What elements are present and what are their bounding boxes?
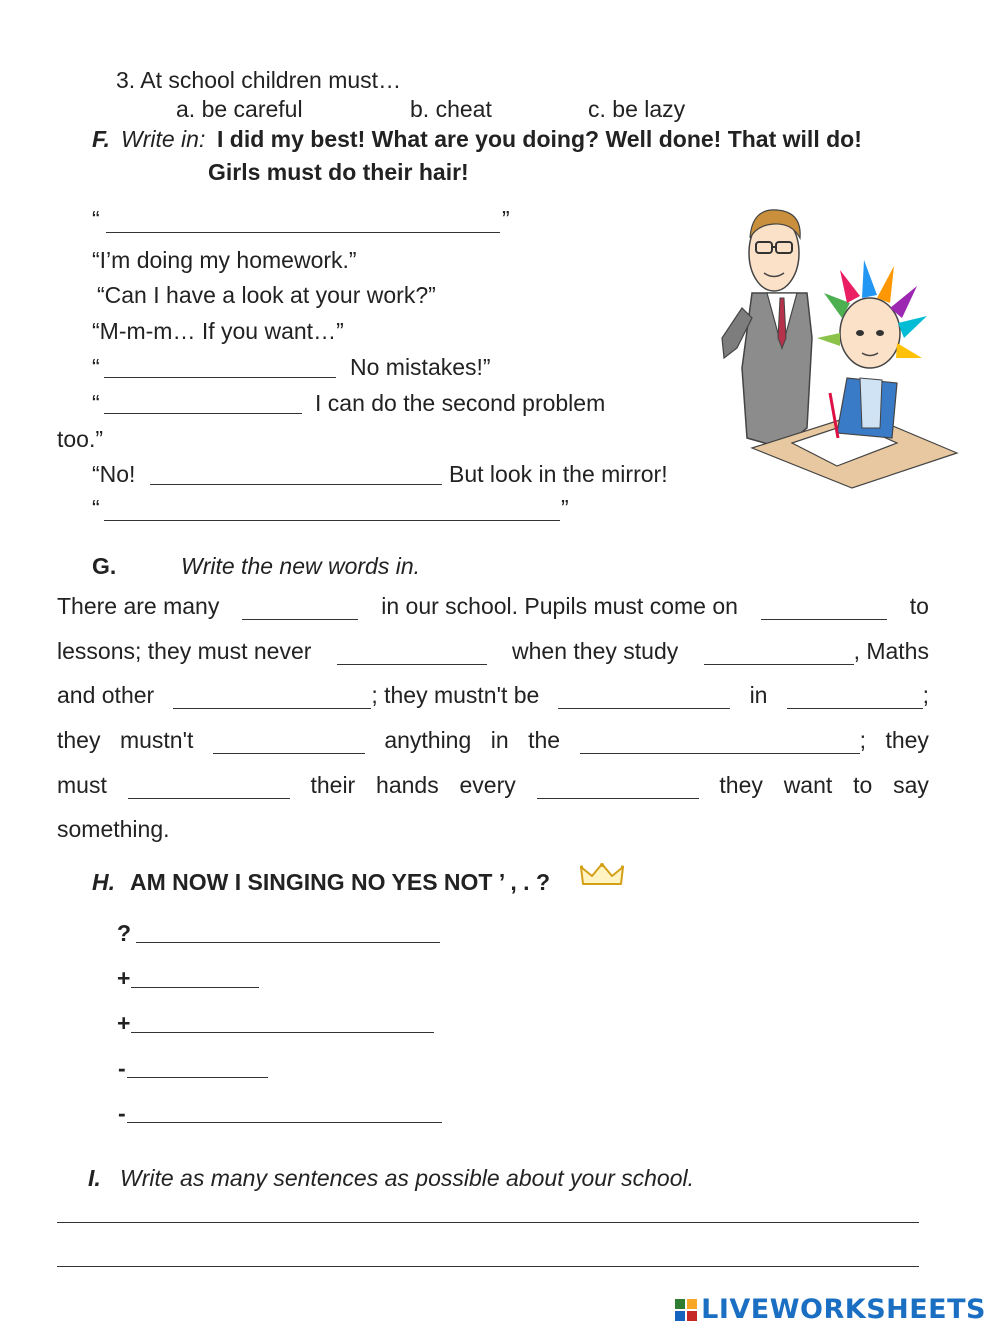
text-segment: they (885, 727, 929, 753)
word-blank-8[interactable] (213, 731, 365, 754)
option-b[interactable]: b. cheat (410, 96, 492, 122)
text-segment: to (853, 772, 873, 798)
logo-mark-icon (675, 1299, 697, 1321)
text-segment: their (310, 772, 356, 798)
sentences-line-1[interactable] (57, 1222, 919, 1223)
h-row-3-symbol: + (117, 1010, 131, 1036)
text-segment: and other (57, 682, 155, 708)
section-h-words: AM NOW I SINGING NO YES NOT ’ , . ? (130, 869, 550, 895)
dialog-8-close-quote: ” (561, 495, 569, 521)
dialog-5-open-quote: “ (92, 354, 100, 380)
text-segment: ; (859, 727, 866, 753)
h-row-3-blank[interactable] (131, 1032, 434, 1033)
h-row-2-blank[interactable] (131, 987, 259, 988)
word-blank-4[interactable] (704, 642, 854, 665)
dialog-7-blank[interactable] (150, 484, 442, 485)
dialog-8-blank[interactable] (104, 520, 560, 521)
option-c[interactable]: c. be lazy (588, 96, 686, 122)
dialog-6-rest: I can do the second problem (315, 390, 606, 416)
section-f-instruction: Write in: (121, 126, 206, 152)
dialog-7-rest: But look in the mirror! (449, 461, 668, 487)
dialog-6-open-quote: “ (92, 390, 100, 416)
blank-with-suffix (173, 681, 539, 709)
blank-with-suffix (704, 637, 929, 665)
word-blank-2[interactable] (761, 597, 887, 620)
h-row-4-symbol: - (118, 1055, 126, 1081)
text-segment: want (783, 772, 833, 798)
section-g-instruction: Write the new words in. (181, 553, 421, 579)
text-segment: anything (384, 727, 472, 753)
section-i-instruction: Write as many sentences as possible about your school. (120, 1165, 695, 1191)
blank-with-suffix (787, 681, 929, 709)
paragraph-line-1 (57, 592, 929, 620)
h-row-2-symbol: + (117, 965, 131, 991)
text-segment: hands (376, 772, 439, 798)
h-row-4-blank[interactable] (127, 1077, 268, 1078)
dialog-1-open-quote: “ (92, 206, 100, 232)
dialog-5-blank[interactable] (104, 377, 336, 378)
text-segment: must (57, 772, 107, 798)
option-a[interactable]: a. be careful (176, 96, 303, 122)
section-f-phrases-1: I did my best! What are you doing? Well done! That will do! (217, 126, 862, 152)
word-blank-1[interactable] (242, 597, 358, 620)
h-row-1-symbol: ? (117, 920, 132, 946)
paragraph-line-6: something. (57, 816, 170, 842)
dialog-7-start: “No! (92, 461, 136, 487)
text-segment: mustn't (119, 727, 194, 753)
word-blank-7[interactable] (787, 686, 923, 709)
text-segment: every (459, 772, 516, 798)
sentences-line-2[interactable] (57, 1266, 919, 1267)
dialog-3: “Can I have a look at your work?” (97, 282, 436, 308)
word-blank-11[interactable] (537, 776, 699, 799)
paragraph-line-4 (57, 726, 929, 754)
h-row-1-blank[interactable] (136, 942, 440, 943)
crown-icon (580, 862, 624, 888)
text-segment: in (490, 727, 509, 753)
logo-text: LIVEWORKSHEETS (701, 1294, 986, 1325)
h-row-5-symbol: - (118, 1100, 126, 1126)
text-segment: say (893, 772, 929, 798)
section-g-letter: G. (92, 553, 117, 579)
section-f-phrases-2: Girls must do their hair! (208, 159, 469, 185)
dialog-1-close-quote: ” (502, 206, 510, 232)
text-segment: they (57, 727, 101, 753)
text-segment: to (909, 593, 929, 619)
text-segment: ; (922, 682, 929, 708)
dialog-4: “M-m-m… If you want…” (92, 318, 344, 344)
dialog-8-open-quote: “ (92, 495, 100, 521)
liveworksheets-logo[interactable] (675, 1294, 986, 1325)
blank-with-suffix (580, 726, 866, 754)
word-blank-5[interactable] (173, 686, 371, 709)
text-segment: lessons; they must never (57, 638, 312, 664)
paragraph-line-3 (57, 681, 929, 709)
dialog-2: “I’m doing my homework.” (92, 247, 357, 273)
text-segment: they (719, 772, 763, 798)
text-segment: , Maths (853, 638, 929, 664)
teacher-and-girl-illustration (712, 198, 962, 493)
word-blank-9[interactable] (580, 731, 860, 754)
text-segment: There are many (57, 593, 220, 619)
paragraph-line-2 (57, 637, 929, 665)
text-segment: ; they mustn't be (371, 682, 540, 708)
text-segment: in (749, 682, 768, 708)
h-row-5-blank[interactable] (127, 1122, 442, 1123)
section-i-letter: I. (88, 1165, 101, 1191)
dialog-1-blank[interactable] (106, 232, 500, 233)
section-h-letter: H. (92, 869, 115, 895)
question-3: 3. At school children must… (116, 67, 402, 93)
paragraph-line-5 (57, 771, 929, 799)
section-f-letter: F. (92, 126, 110, 152)
dialog-6-continued: too.” (57, 426, 104, 452)
dialog-5-rest: No mistakes!” (350, 354, 491, 380)
text-segment: in our school. Pupils must come on (381, 593, 738, 619)
word-blank-6[interactable] (558, 686, 730, 709)
dialog-6-blank[interactable] (104, 413, 302, 414)
text-segment: when they study (512, 638, 679, 664)
text-segment: the (528, 727, 561, 753)
word-blank-10[interactable] (128, 776, 290, 799)
word-blank-3[interactable] (337, 642, 487, 665)
